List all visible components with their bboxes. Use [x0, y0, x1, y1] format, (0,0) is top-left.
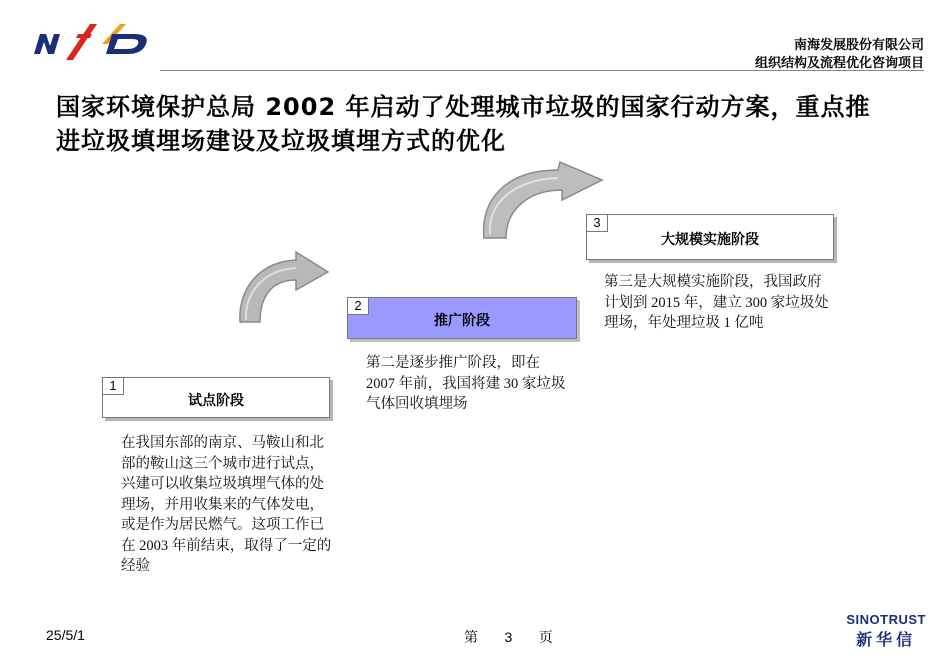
brand-en: SINOTRUST — [846, 612, 926, 627]
company-logo — [30, 20, 155, 64]
stage-1-description: 在我国东部的南京、马鞍山和北部的鞍山这三个城市进行试点，兴建可以收集垃圾填埋气体的处理场，并用收集来的气体发电，或是作为居民燃气。这项工作已在 2003 年前结束，取得了一定的经验 — [121, 435, 332, 574]
stage-3-description: 第三是大规模实施阶段，我国政府计划到 2015 年，建立 300 家垃圾处理场，年处理垃圾 1 亿吨 — [604, 274, 829, 331]
sinotrust-logo — [846, 612, 926, 650]
page-suffix: 页 — [538, 630, 553, 646]
footer-date: 25/5/1 — [46, 627, 85, 643]
company-name: 南海发展股份有限公司 — [793, 38, 924, 53]
header-divider — [160, 70, 924, 71]
stage-number: 2 — [348, 298, 369, 315]
brand-cn: 新华信 — [856, 632, 917, 649]
page-indicator — [458, 627, 559, 647]
stage-label: 试点阶段 — [188, 392, 244, 409]
logo-mark-icon — [34, 24, 147, 60]
stage-1-box — [102, 377, 330, 418]
stage-label: 推广阶段 — [434, 313, 490, 329]
curved-arrow-icon — [236, 250, 356, 330]
page-prefix: 第 — [464, 630, 478, 646]
stage-3-box — [586, 214, 834, 260]
stage-number: 1 — [103, 378, 124, 395]
project-name: 组织结构及流程优化咨询项目 — [754, 56, 924, 71]
stage-label: 大规模实施阶段 — [661, 232, 759, 248]
page-number: 3 — [504, 629, 513, 645]
stage-2-description: 第二是逐步推广阶段，即在 2007 年前，我国将建 30 家垃圾气体回收填埋场 — [366, 355, 566, 412]
stage-number: 3 — [587, 215, 608, 232]
stage-2-box — [347, 297, 577, 339]
slide-title: 国家环境保护总局 2002 年启动了处理城市垃圾的国家行动方案，重点推进垃圾填埋场建设及垃圾填埋方式的优化 — [56, 93, 871, 155]
